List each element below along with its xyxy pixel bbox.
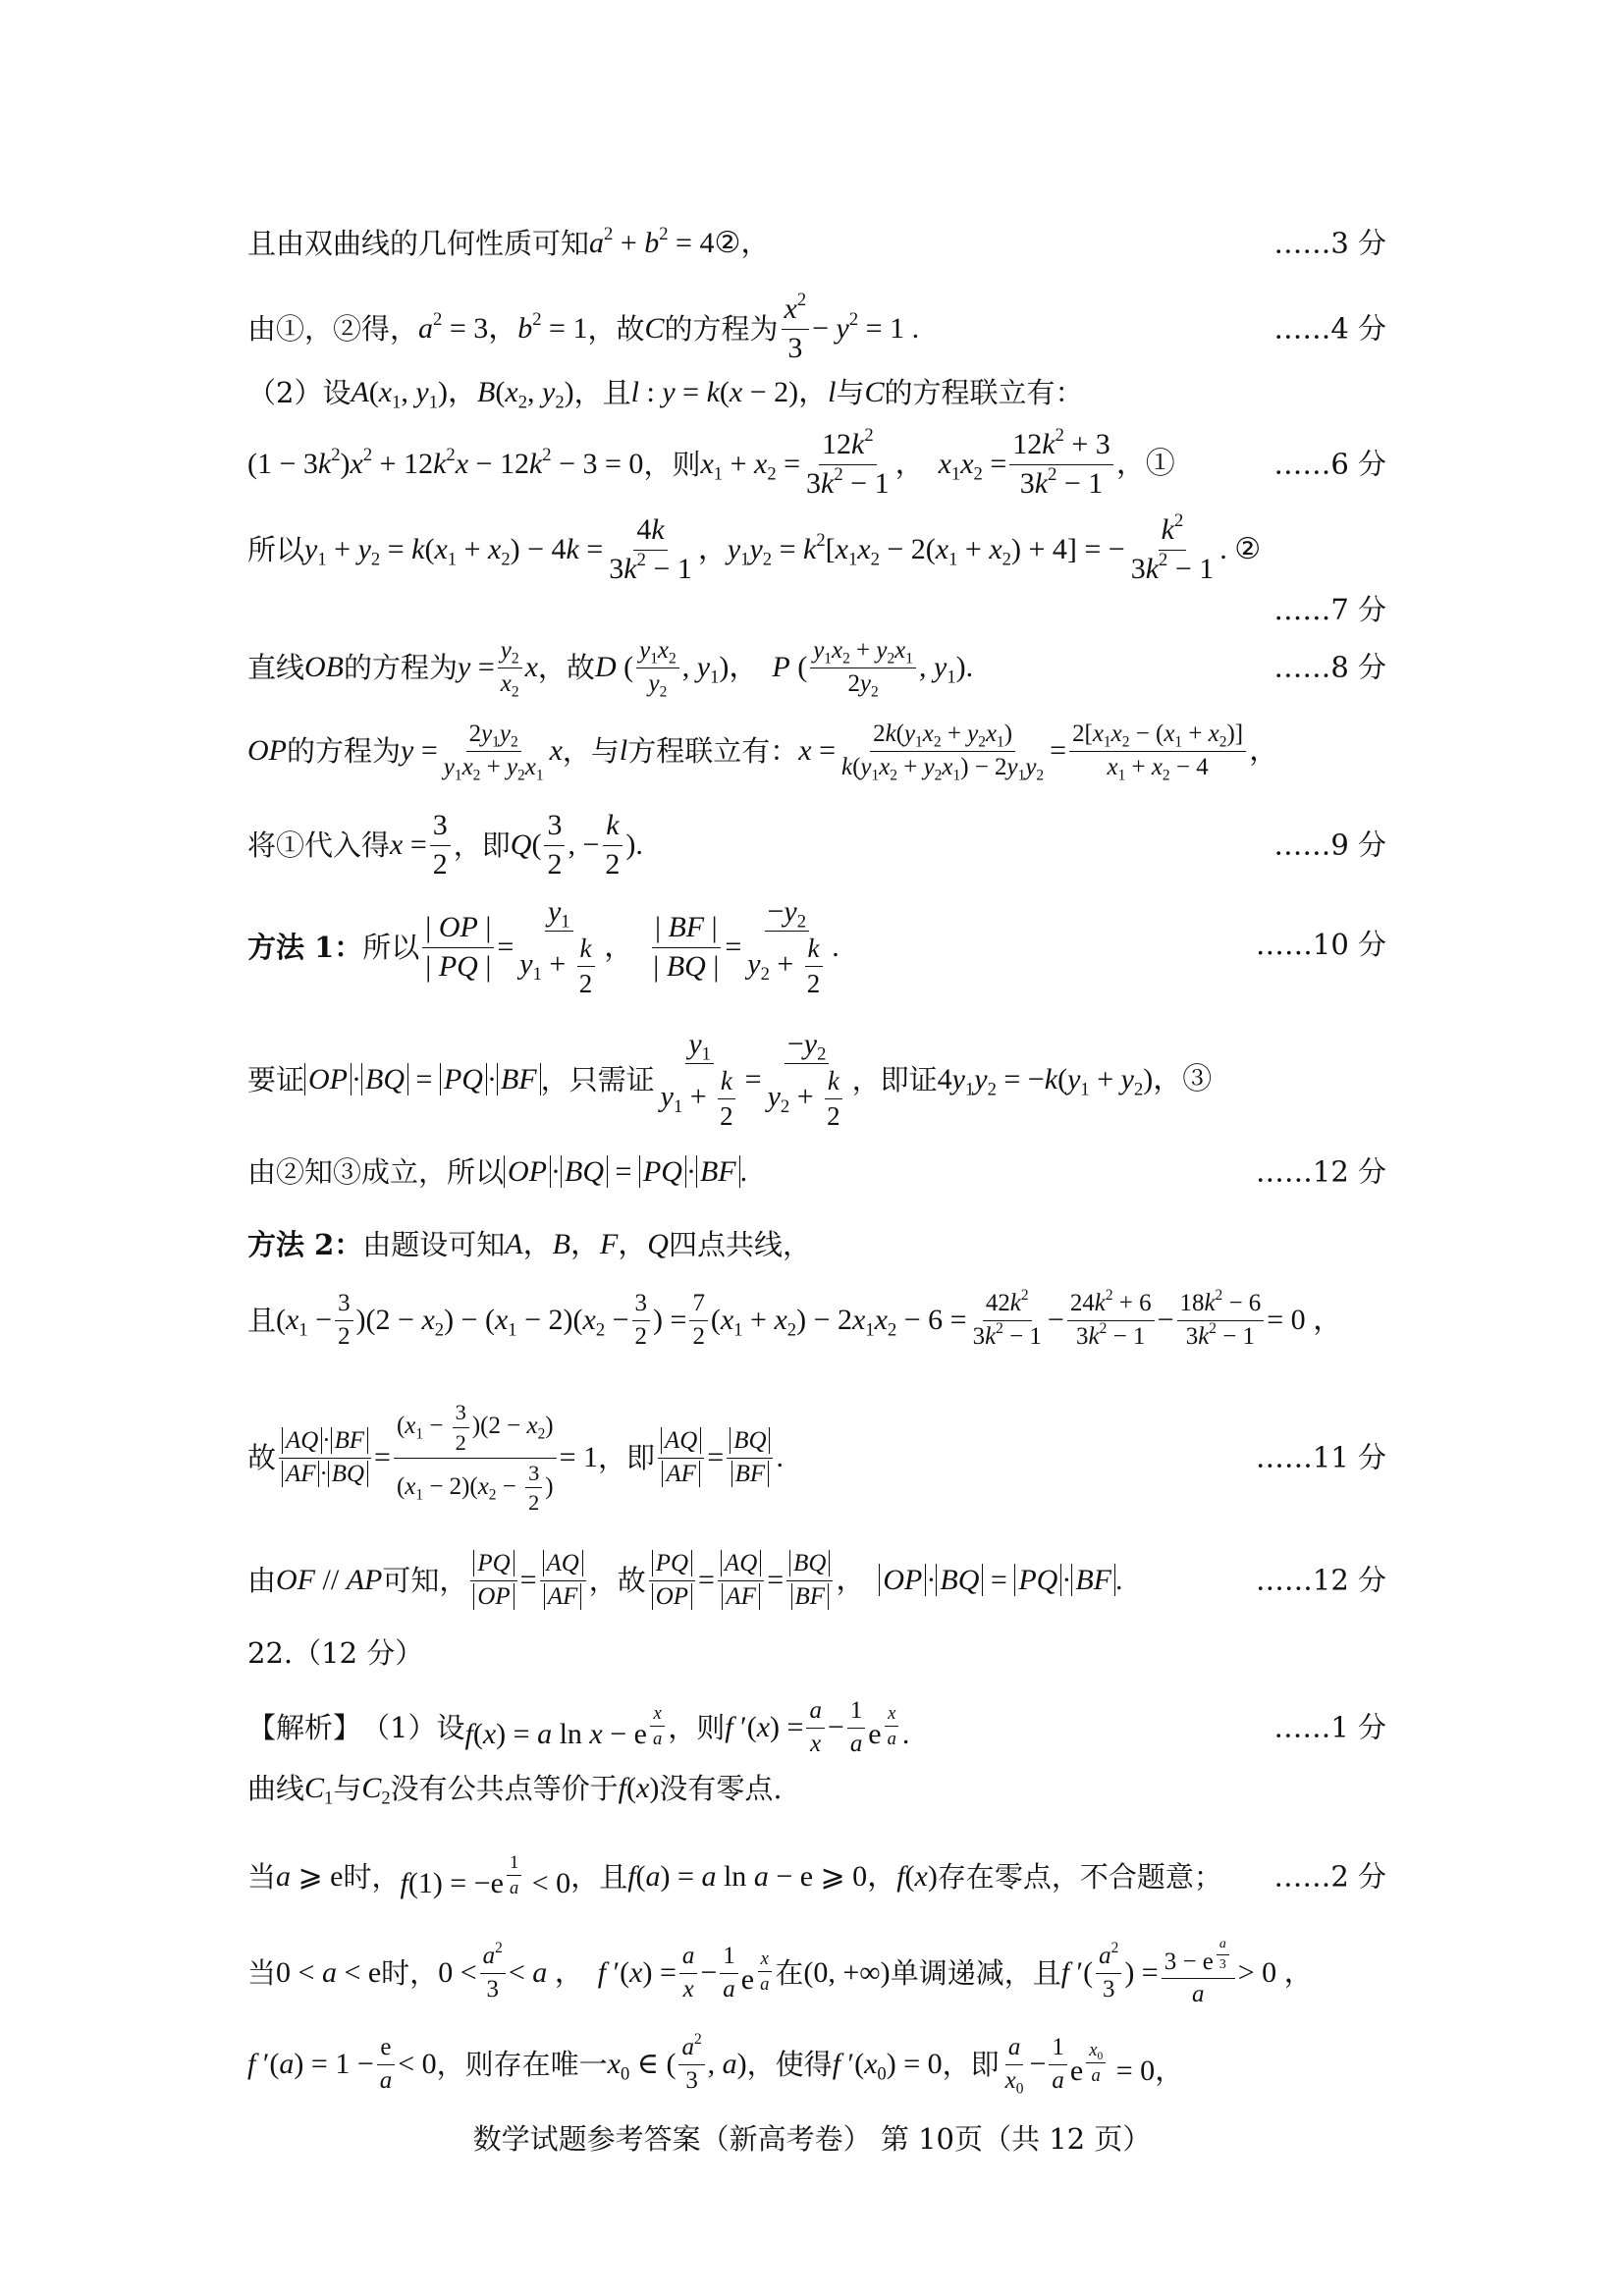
score-mark: ……11 分 [1255,1440,1386,1474]
line-text: 所以 [362,930,420,964]
line-text: 时， [343,1859,401,1894]
line-text: ，则 [668,1710,726,1744]
text-line: 曲线 $C_1$ 与 $C_2$ 没有公共点等价于 f(x) 没有零点. [247,1771,783,1809]
score-mark: ……12 分 [1255,1563,1386,1597]
line-text: ，且 [573,375,631,409]
line-text: 没有公共点等价于 [390,1771,619,1805]
line-text: 的方程为 [344,650,459,684]
text-line: 且由双曲线的几何性质可知 $a^2 + b^2$ = 4②， ……3 分 [247,223,1386,260]
line-text: 在 [775,1955,804,1990]
line-text: 四点共线， [668,1227,811,1261]
line-text: ，只需证 [540,1062,655,1096]
score-mark: ……10 分 [1255,928,1386,961]
page-footer: 数学试题参考答案（新高考卷） 第 10页（共 12 页） [472,2122,1152,2156]
score-mark: ……9 分 [1273,828,1386,862]
text-line: （2）设 $A(x_1$, $y_1$)，$B(x_2$, $y_2$) ，且 l : y = k(x − 2)，l 与 C 的方程联立有： [247,375,1084,413]
text-line: f ′(a) = 1 − $\frac{e}{a}$ < 0 ，则存在唯一 $x_0$ ∈ ( $\frac{a^2}{3}$ , a) ，使得 f $'(x_0) = 0$ ，即 $\frac{a}{x_0}$ − $\frac{1}{a}$ e $^{\frac{x_0}{a}}$ = 0， [247,2031,1185,2097]
text-line: 当 a ⩾ e 时， f(1) = −e $^{\frac{1}{a}}$ < 0 ，且 f(a) = a ln a − e ⩾ 0，f(x) 存在零点，不合题意； ……2 分 [247,1851,1386,1900]
text-line: $(1 - 3k^2)x^2 + 12k^2x - 12k^2 - 3 = 0$ ，则 $x_1 + x_2$ = $\frac{12k^2}{3k^2 - 1}$ ， $x_1x_2$ = $\frac{12k^2 + 3}{3k^2 - 1}$ ，① ……6 分 [247,424,1386,500]
line-text: 的方程为 [664,311,779,346]
line-text: 且由双曲线的几何性质可知 [247,226,590,260]
score-mark: ……6 分 [1273,447,1386,481]
line-text: 的方程为 [287,733,402,768]
line-text: ，即 [453,828,511,862]
text-line: 所以 $y_1 + y_2 = k(x_1 + x_2) - 4k$ = $\frac{4k}{3k^2 - 1}$ ，$y_1y_2 = k^2[x_1x_2 - 2(x_1 + x_2) + 4]$ = − $\frac{k^2}{3k^2 - 1}$ . ② ……7 分 [247,509,1386,627]
score-mark: ……2 分 [1273,1859,1386,1894]
line-text: ，则 [643,447,701,481]
line-text: 且 [247,1303,277,1337]
text-line: 由①，②得， $a^2 = 3$，$b^2 = 1$ ，故 C 的方程为 $\frac{x^2}{3}$ − $y^2 = 1$ . ……4 分 [247,289,1386,364]
line-text: ，使得 [746,2047,833,2081]
line-text: 时， [381,1955,439,1990]
line-text: 曲线 [247,1771,305,1805]
text-line: 由②知③成立，所以 OP · BQ = PQ · BF . ……12 分 [247,1154,1386,1189]
line-text: 单调递减，且 [890,1955,1061,1990]
score-mark: ……1 分 [1273,1710,1386,1744]
line-text: ，即 [598,1440,656,1474]
line-text: ，且 [570,1859,628,1894]
analysis-label: 【解析】 [247,1710,362,1744]
line-text: 22.（12 分） [247,1635,424,1670]
line-text: 当 [247,1859,277,1894]
text-line: 将①代入得 x = $\frac{3}{2}$ ，即 Q( $\frac{3}{2}$ , − $\frac{k}{2}$ ). ……9 分 [247,809,1386,881]
line-text: ，故 [587,311,645,346]
line-text: （1）设 [361,1710,465,1744]
text-line: OP 的方程为 y = $\frac{2y_1y_2}{y_1x_2 + y_2x_1}$ x ，与 l 方程联立有： x = $\frac{2k(y_1x_2 + y_2x_1)}{k(y_1x_2 + y_2x_1) - 2y_1y_2}$ = $\frac{2[x_1x_2 - (x_1 + x_2)]}{x_1 + x_2 - 4}$ ， [247,720,1279,783]
text-line: 方法 2： 由题设可知 A，B，F，Q 四点共线， [247,1227,811,1261]
line-text: ，与 [562,733,620,768]
text-line: 直线 OB 的方程为 y = $\frac{y_2}{x_2}$ x ，故 D ( $\frac{y_1x_2}{y_2}$ , $y_1$)， P ( $\frac{y_1x_2 + y_2x_1}{2y_2}$ , $y_1$). ……8 分 [247,636,1386,700]
method-label: 方法 2： [247,1227,363,1261]
line-text: 存在零点，不合题意； [937,1859,1222,1894]
score-mark: ……4 分 [1273,311,1386,346]
line-text: 由 [247,1563,277,1597]
text-line: 由 OF // AP 可知， $\frac{PQ}{OP}$ = $\frac{AQ}{AF}$ ，故 $\frac{PQ}{OP}$ = $\frac{AQ}{AF}$ = $\frac{BQ}{BF}$ ， OP · BQ = PQ · BF . ……12 分 [247,1549,1386,1610]
method-label: 方法 1： [247,930,363,964]
score-mark: ……7 分 [1273,593,1386,627]
line-text: 与 [333,1771,362,1805]
line-text: 当 [247,1955,277,1990]
line-text: 由②知③成立，所以 [247,1154,505,1189]
line-text: ，故 [588,1563,646,1597]
line-text: 与 [836,375,865,409]
text-line: 方法 1： 所以 $\frac{| OP |}{| PQ |}$ = $y_1$ $y_1$ + $\frac{k}{2}$ ， $\frac{| BF |}{| BQ |}$ = $-y_2$ $y_2$ + $\frac{k}{2}$ . ……10 分 [247,894,1386,999]
line-text: 方程联立有： [627,733,799,768]
line-text: 的方程联立有： [884,375,1084,409]
score-mark: ……12 分 [1255,1154,1386,1189]
score-mark: ……8 分 [1273,650,1386,684]
text-line: 当 0 < a < e 时， 0 < $\frac{a^2}{3}$ < a ， f ′(x) = $\frac{a}{x}$ − $\frac{1}{a}$ e $^{\frac{x}{a}}$ 在 (0, +∞) 单调递减，且 f ′( $\frac{a^2}{3}$ ) = 3 − e $^{\frac{a}{3}}$ a > 0 ， [247,1936,1314,2008]
line-text: 直线 [247,650,305,684]
question-heading [247,1631,1386,1675]
line-text: 可知， [382,1563,468,1597]
text-line: 要证 OP · BQ = PQ · BF ，只需证 $y_1$ $y_1$ + $\frac{k}{2}$ = $-y_2$ $y_2$ + $\frac{k}{2}$ ，即证 $4y_1y_2 = -k(y_1 + y_2)$，③ [247,1027,1213,1132]
line-text: ，则存在唯一 [436,2047,608,2081]
line-text: 没有零点. [659,1771,783,1805]
line-text: ，即证 [851,1062,938,1096]
text-line: 【解析】 （1）设 f(x) = a ln x − e $^{\frac{x}{a}}$ ，则 f ′(x) = $\frac{a}{x}$ − $\frac{1}{a}$ e $^{\frac{x}{a}}$ . ……1 分 [247,1696,1386,1757]
line-text: （2）设 [247,375,352,409]
text-line: 故 $\frac{AQ \cdot BF}{AF \cdot BQ}$ = ($x_1$ − $\frac{3}{2}$ )$(2 - x_2)$ $(x_1 - 2)(x_2$ − $\frac{3}{2}$ ) = 1 ，即 $\frac{AQ}{AF}$ = $\frac{BQ}{BF}$ . ……11 分 [247,1399,1386,1516]
line-text: 由①，②得， [247,311,419,346]
line-text: 所以 [247,532,305,566]
score-mark: ……3 分 [1273,226,1386,260]
line-text: 要证 [247,1062,305,1096]
line-text: ，故 [537,650,595,684]
line-text: 故 [247,1440,277,1474]
line-text: 将①代入得 [247,828,391,862]
text-line: 且 ($x_1$ − $\frac{3}{2}$ )$(2 - x_2) - (x_1 - 2)(x_2$ − $\frac{3}{2}$ ) = $\frac{7}{2}$ $(x_1 + x_2) - 2x_1x_2 - 6$ = $\frac{42k^2}{3k^2 - 1}$ − $\frac{24k^2 + 6}{3k^2 - 1}$ − $\frac{18k^2 - 6}{3k^2 - 1}$ = 0 ， [247,1287,1343,1350]
line-text: 由题设可知 [362,1227,506,1261]
line-text: ，即 [942,2047,1000,2081]
